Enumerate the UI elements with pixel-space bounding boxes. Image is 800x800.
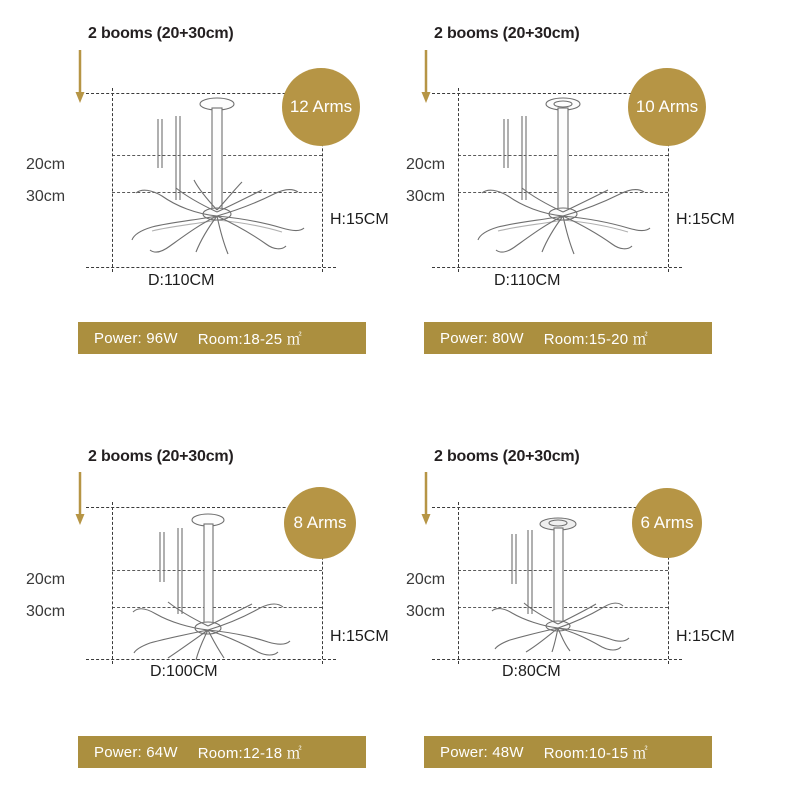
spec-bar [78, 736, 366, 768]
dimension-20cm: 20cm [406, 571, 446, 588]
guide-line-30cm [458, 607, 668, 608]
guide-line-left [112, 88, 113, 272]
spec-room: Room:10-15 ㎡ [543, 744, 648, 762]
dimension-diameter: D:100CM [150, 663, 218, 680]
guide-line-30cm [112, 607, 322, 608]
dimension-diameter: D:110CM [494, 272, 561, 289]
dimension-height: H:15CM [330, 211, 389, 228]
arms-count-badge: 10 Arms [628, 68, 706, 146]
spec-bar [78, 322, 366, 354]
arms-count-badge: 8 Arms [284, 487, 356, 559]
guide-line-bottom [432, 659, 682, 660]
guide-line-30cm [458, 192, 668, 193]
guide-line-bottom [86, 267, 336, 268]
drop-arrow-icon [74, 50, 86, 104]
spec-bar [424, 736, 712, 768]
guide-line-bottom [86, 659, 336, 660]
dimension-diameter: D:80CM [502, 663, 561, 680]
guide-line-30cm [112, 192, 322, 193]
spec-bar [424, 322, 712, 354]
guide-line-20cm [458, 570, 668, 571]
guide-line-20cm [112, 570, 322, 571]
spec-power: Power: 48W [440, 743, 524, 761]
spec-room: Room:18-25 ㎡ [197, 330, 302, 348]
dimension-20cm: 20cm [26, 156, 66, 173]
guide-line-20cm [458, 155, 668, 156]
dimension-height: H:15CM [676, 211, 735, 228]
dimension-height: H:15CM [330, 628, 389, 645]
spec-room: Room:12-18 ㎡ [197, 744, 302, 762]
arms-count-badge: 6 Arms [632, 488, 702, 558]
dimension-height: H:15CM [676, 628, 735, 645]
booms-label: 2 booms (20+30cm) [88, 25, 234, 42]
guide-line-left [458, 88, 459, 272]
guide-line-bottom [432, 267, 682, 268]
dimension-30cm: 30cm [406, 603, 446, 620]
dimension-diameter: D:110CM [148, 272, 215, 289]
guide-line-left [112, 502, 113, 664]
spec-power: Power: 64W [94, 743, 178, 761]
booms-label: 2 booms (20+30cm) [434, 25, 580, 42]
drop-arrow-icon [420, 472, 432, 526]
guide-line-20cm [112, 155, 322, 156]
booms-label: 2 booms (20+30cm) [88, 448, 234, 465]
dimension-30cm: 30cm [406, 188, 446, 205]
drop-arrow-icon [420, 50, 432, 104]
dimension-30cm: 30cm [26, 603, 66, 620]
guide-line-left [458, 502, 459, 664]
dimension-20cm: 20cm [26, 571, 66, 588]
spec-room: Room:15-20 ㎡ [543, 330, 648, 348]
product-variant-panel-12-arms [0, 0, 400, 400]
spec-power: Power: 96W [94, 329, 178, 347]
booms-label: 2 booms (20+30cm) [434, 448, 580, 465]
arms-count-badge: 12 Arms [282, 68, 360, 146]
product-variant-panel-8-arms [0, 400, 400, 800]
product-variant-panel-6-arms [400, 400, 800, 800]
dimension-20cm: 20cm [406, 156, 446, 173]
product-variant-panel-10-arms [400, 0, 800, 400]
drop-arrow-icon [74, 472, 86, 526]
spec-power: Power: 80W [440, 329, 524, 347]
dimension-30cm: 30cm [26, 188, 66, 205]
